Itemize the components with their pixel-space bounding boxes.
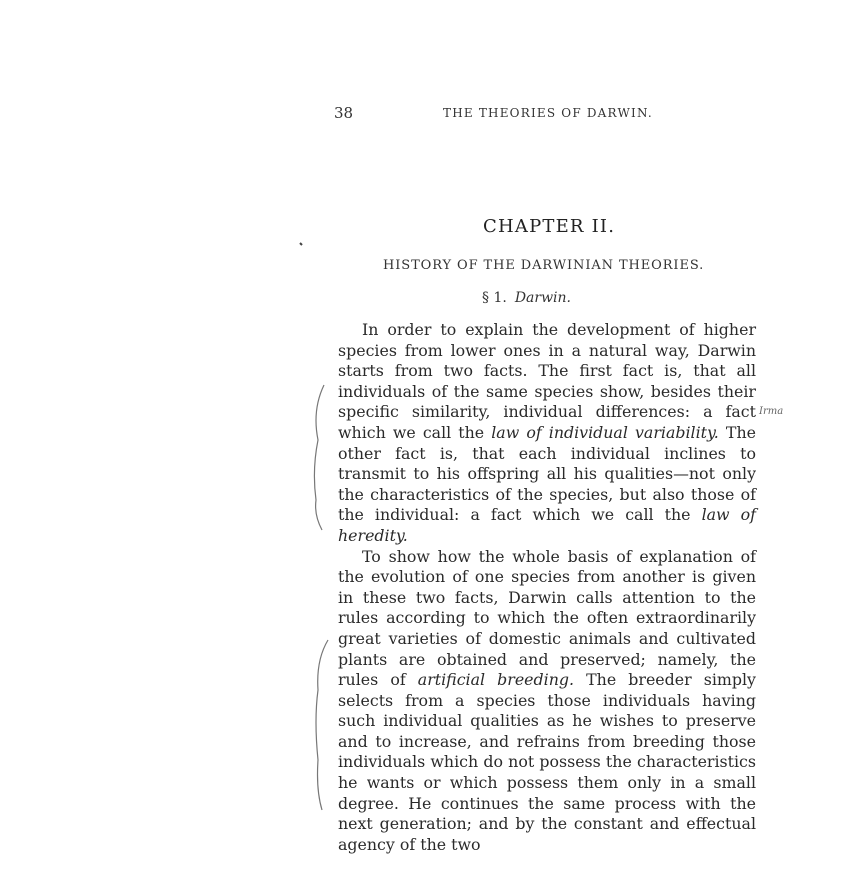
paragraph-text: The other fact is, that each individual inclines to transmit to his offspring all his qualities—not only the characteristics of the species, but also those of the individual: a fact which we call the (338, 422, 756, 525)
emphasis-text: law of individual variability. (491, 422, 719, 442)
pencil-bracket-lower (316, 640, 328, 810)
emphasis-text: law of heredity. (338, 505, 756, 545)
paragraph-text: In order to explain the development of higher species from lower ones in a natural way, Darwin starts from two facts. The first fact is, that all individuals of the same species show, besides their specific similarity, individual differences: a fact which we call the (338, 320, 756, 442)
pencil-bracket-upper (314, 385, 324, 530)
paragraph-text: The breeder simply selects from a species those individuals having such individual qualities as he wishes to preserve and to increase, and refrains from breeding those individuals which do not possess the characteristics he wants or which possess them only in a small degree. He continues the same process with the next generation; and by the constant and effectual agency of the two (338, 670, 756, 854)
chapter-subtitle: HISTORY OF THE DARWINIAN THEORIES. (383, 258, 705, 273)
section-title: Darwin. (514, 290, 572, 306)
running-title: THE THEORIES OF DARWIN. (443, 106, 653, 120)
chapter-title: CHAPTER II. (483, 216, 616, 237)
emphasis-text: artificial breeding. (417, 670, 575, 690)
handwritten-margin-note: Irma (759, 406, 784, 417)
ink-dot (300, 243, 302, 245)
paragraph-text: To show how the whole basis of explanation of the evolution of one species from another is given in these two facts, Darwin calls attention to the rules according to which the often extraordinarily great varieties of domestic animals and cultivated plants are obtained and preserved; namely, the rules of (338, 546, 756, 690)
page-number: 38 (334, 104, 354, 122)
section-symbol: § 1. (482, 290, 507, 306)
